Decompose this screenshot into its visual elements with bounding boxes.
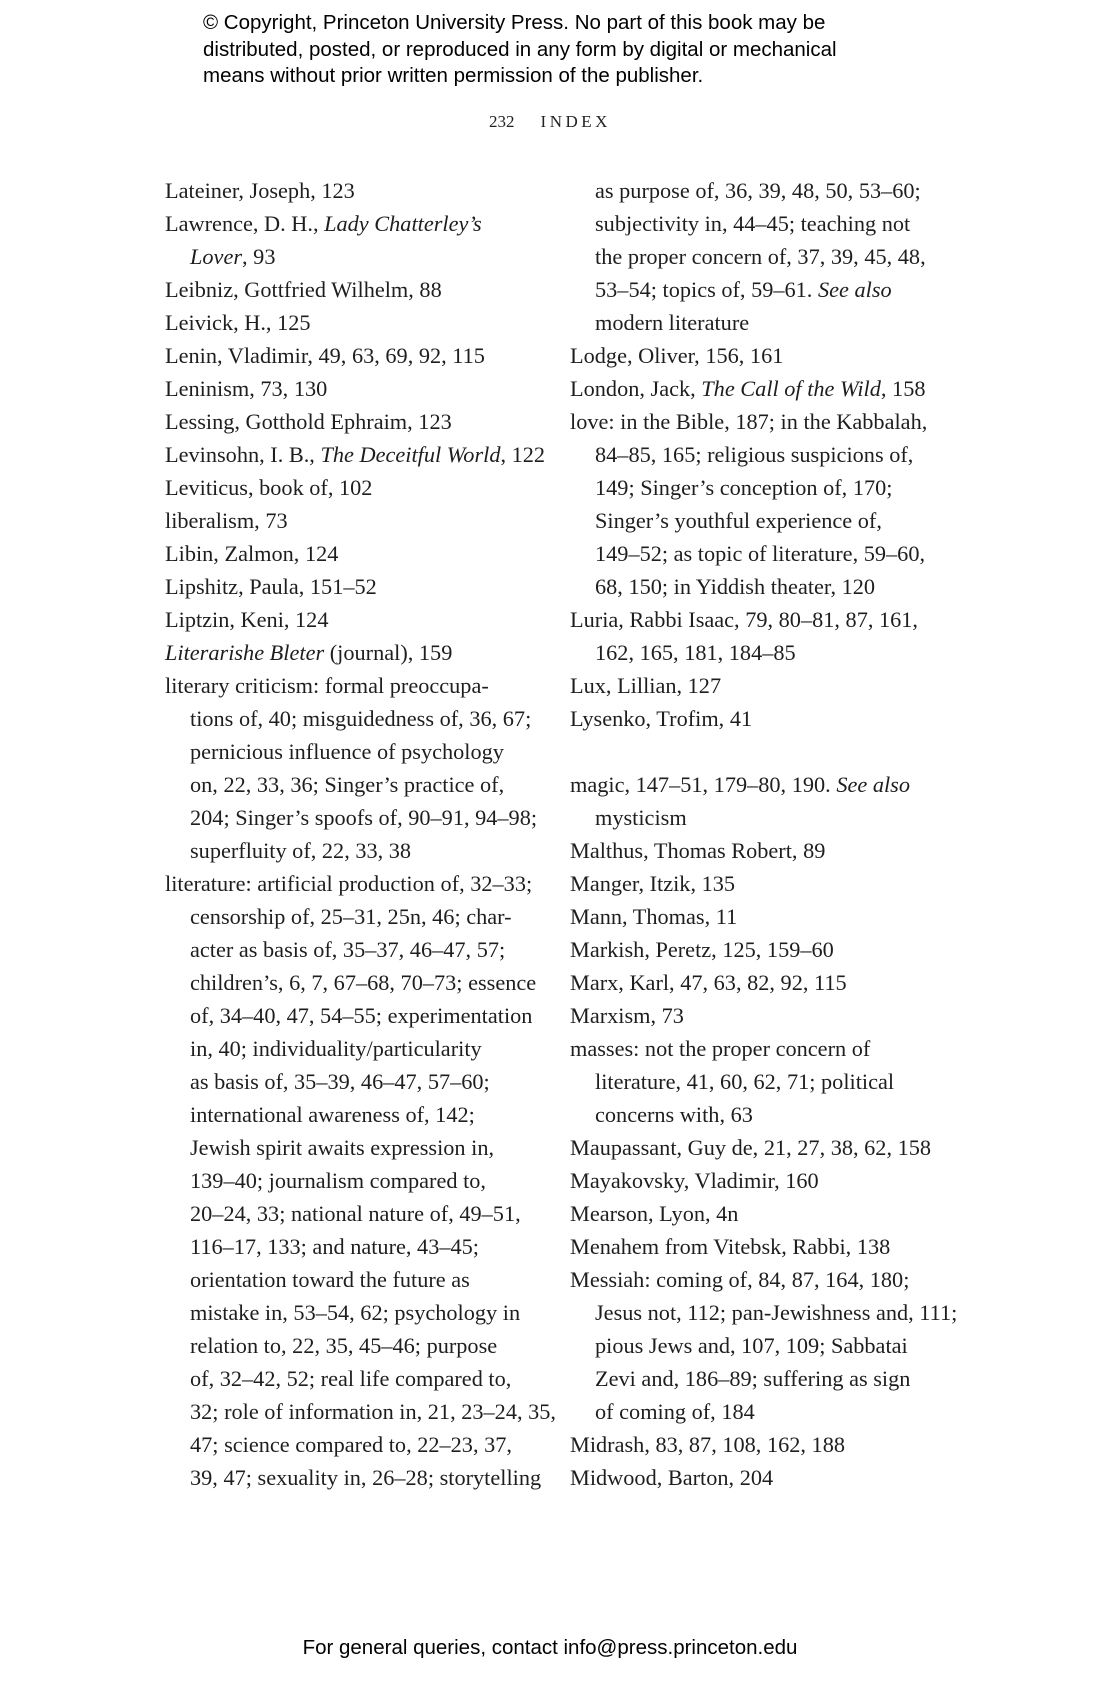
entry-text: love: in the Bible, 187; in the Kabbalah,	[570, 409, 928, 434]
entry-text: relation to, 22, 35, 45–46; purpose	[190, 1333, 498, 1358]
index-entry	[570, 1428, 957, 1461]
entry-continuation-line	[165, 1395, 556, 1428]
index-entry	[165, 372, 556, 405]
index-entry	[570, 966, 957, 999]
entry-heading-line	[570, 1230, 957, 1263]
index-entry	[165, 537, 556, 570]
entry-continuation-line	[165, 1461, 556, 1494]
index-entry	[570, 372, 957, 405]
footer-contact: For general queries, contact info@press.princeton.edu	[302, 1636, 798, 1659]
entry-text: Libin, Zalmon, 124	[165, 541, 339, 566]
entry-text: Midwood, Barton, 204	[570, 1465, 774, 1490]
entry-continuation-line	[570, 570, 957, 603]
entry-continuation-line	[570, 240, 957, 273]
entry-continuation-line	[165, 1362, 556, 1395]
entry-text: of, 32–42, 52; real life compared to,	[190, 1366, 512, 1391]
entry-continuation-line	[570, 1362, 957, 1395]
entry-text: , 93	[242, 244, 276, 269]
entry-heading-line	[570, 933, 957, 966]
italic-title-text: The Call of the Wild	[701, 376, 881, 401]
entry-text: on, 22, 33, 36; Singer’s practice of,	[190, 772, 505, 797]
index-entry	[165, 636, 556, 669]
entry-continuation-line	[165, 966, 556, 999]
index-entry	[165, 339, 556, 372]
entry-text: as basis of, 35–39, 46–47, 57–60;	[190, 1069, 490, 1094]
italic-title-text: Literarishe Bleter	[165, 640, 325, 665]
index-entry	[570, 768, 957, 834]
index-entry	[165, 174, 556, 207]
entry-continuation-line	[165, 1065, 556, 1098]
index-entry	[570, 339, 957, 372]
index-entry	[570, 669, 957, 702]
index-entry	[570, 900, 957, 933]
index-entry	[165, 207, 556, 273]
entry-text: Mearson, Lyon, 4n	[570, 1201, 739, 1226]
entry-text: in, 40; individuality/particularity	[190, 1036, 482, 1061]
entry-continuation-line	[165, 1032, 556, 1065]
entry-continuation-line	[165, 735, 556, 768]
entry-text: 47; science compared to, 22–23, 37,	[190, 1432, 512, 1457]
entry-text: Lessing, Gotthold Ephraim, 123	[165, 409, 452, 434]
entry-continuation-line	[570, 636, 957, 669]
section-title: INDEX	[540, 112, 611, 131]
entry-heading-line	[165, 603, 556, 636]
entry-heading-line	[165, 636, 556, 669]
entry-heading-line	[165, 273, 556, 306]
entry-continuation-line	[165, 834, 556, 867]
entry-heading-line	[165, 372, 556, 405]
entry-text: of, 34–40, 47, 54–55; experimentation	[190, 1003, 533, 1028]
entry-text: the proper concern of, 37, 39, 45, 48,	[595, 244, 926, 269]
index-column-right	[570, 174, 957, 1494]
index-entry	[570, 702, 957, 735]
entry-continuation-line	[165, 1263, 556, 1296]
entry-heading-line	[165, 471, 556, 504]
entry-text: Maupassant, Guy de, 21, 27, 38, 62, 158	[570, 1135, 932, 1160]
page-number: 232	[489, 112, 515, 131]
entry-text: Leibniz, Gottfried Wilhelm, 88	[165, 277, 442, 302]
entry-text: magic, 147–51, 179–80, 190.	[570, 772, 837, 797]
entry-text: Levinsohn, I. B.,	[165, 442, 321, 467]
entry-text: Liptzin, Keni, 124	[165, 607, 329, 632]
italic-title-text: See also	[817, 277, 892, 302]
entry-text: Leivick, H., 125	[165, 310, 311, 335]
entry-continuation-line	[165, 801, 556, 834]
entry-continuation-line	[165, 1131, 556, 1164]
entry-text: subjectivity in, 44–45; teaching not	[595, 211, 911, 236]
entry-text: international awareness of, 142;	[190, 1102, 475, 1127]
entry-text: 32; role of information in, 21, 23–24, 35,	[190, 1399, 556, 1424]
entry-text: pious Jews and, 107, 109; Sabbatai	[595, 1333, 908, 1358]
entry-text: Mayakovsky, Vladimir, 160	[570, 1168, 819, 1193]
entry-text: as purpose of, 36, 39, 48, 50, 53–60;	[595, 178, 921, 203]
entry-text: London, Jack,	[570, 376, 702, 401]
entry-continuation-line	[570, 1065, 957, 1098]
entry-text: Malthus, Thomas Robert, 89	[570, 838, 826, 863]
entry-text: pernicious influence of psychology	[190, 739, 504, 764]
entry-heading-line	[165, 537, 556, 570]
entry-continuation-line	[570, 801, 957, 834]
entry-continuation-line	[165, 1428, 556, 1461]
entry-text: of coming of, 184	[595, 1399, 755, 1424]
entry-continuation-line	[570, 1098, 957, 1131]
entry-heading-line	[165, 174, 556, 207]
entry-continuation-line	[165, 1296, 556, 1329]
entry-text: orientation toward the future as	[190, 1267, 470, 1292]
entry-continuation-line	[570, 1296, 957, 1329]
entry-continuation-line	[165, 933, 556, 966]
index-entry	[165, 471, 556, 504]
italic-title-text: See also	[836, 772, 910, 797]
entry-text: 204; Singer’s spoofs of, 90–91, 94–98;	[190, 805, 538, 830]
entry-text: (journal), 159	[324, 640, 453, 665]
index-entry	[570, 1230, 957, 1263]
entry-text: Leviticus, book of, 102	[165, 475, 373, 500]
index-entry	[165, 669, 556, 867]
entry-text: , 122	[500, 442, 546, 467]
entry-text: 84–85, 165; religious suspicions of,	[595, 442, 914, 467]
index-entry	[570, 834, 957, 867]
entry-continuation-line	[570, 273, 957, 306]
entry-text: Lawrence, D. H.,	[165, 211, 325, 236]
entry-heading-line	[165, 867, 556, 900]
index-entry	[165, 504, 556, 537]
entry-text: 116–17, 133; and nature, 43–45;	[190, 1234, 479, 1259]
entry-text: Marxism, 73	[570, 1003, 684, 1028]
index-entry	[165, 570, 556, 603]
entry-text: Singer’s youthful experience of,	[595, 508, 882, 533]
entry-text: Lux, Lillian, 127	[570, 673, 722, 698]
blank-line	[570, 735, 957, 768]
entry-text: 53–54; topics of, 59–61.	[595, 277, 818, 302]
entry-text: Marx, Karl, 47, 63, 82, 92, 115	[570, 970, 847, 995]
entry-text: acter as basis of, 35–37, 46–47, 57;	[190, 937, 506, 962]
entry-continuation-line	[165, 702, 556, 735]
italic-title-text: Lover	[190, 244, 243, 269]
entry-text: concerns with, 63	[595, 1102, 753, 1127]
entry-continuation-line	[165, 1164, 556, 1197]
entry-heading-line	[570, 1164, 957, 1197]
entry-text: mistake in, 53–54, 62; psychology in	[190, 1300, 521, 1325]
index-entry	[165, 273, 556, 306]
entry-text: Lysenko, Trofim, 41	[570, 706, 753, 731]
index-entry	[570, 1131, 957, 1164]
entry-text: Menahem from Vitebsk, Rabbi, 138	[570, 1234, 891, 1259]
entry-heading-line	[570, 834, 957, 867]
entry-text: Lenin, Vladimir, 49, 63, 69, 92, 115	[165, 343, 485, 368]
entry-heading-line	[165, 570, 556, 603]
entry-continuation-line	[570, 471, 957, 504]
copyright-line: distributed, posted, or reproduced in any form by digital or mechanical	[203, 37, 837, 61]
entry-text: Leninism, 73, 130	[165, 376, 328, 401]
index-column-left	[165, 174, 556, 1494]
index-entry	[165, 306, 556, 339]
index-entry	[570, 1164, 957, 1197]
entry-heading-line	[570, 372, 957, 405]
entry-continuation-line	[165, 1329, 556, 1362]
entry-heading-line	[570, 1197, 957, 1230]
entry-continuation-line	[165, 1098, 556, 1131]
italic-title-text: The Deceitful World	[320, 442, 501, 467]
entry-text: literature: artificial production of, 32–33;	[165, 871, 533, 896]
entry-continuation-line	[165, 240, 556, 273]
entry-text: 68, 150; in Yiddish theater, 120	[595, 574, 876, 599]
entry-heading-line	[165, 405, 556, 438]
entry-heading-line	[165, 669, 556, 702]
entry-text: Manger, Itzik, 135	[570, 871, 736, 896]
index-entry	[570, 1461, 957, 1494]
entry-text: Zevi and, 186–89; suffering as sign	[595, 1366, 911, 1391]
copyright-line: means without prior written permission of the publisher.	[203, 64, 704, 87]
entry-text: modern literature	[595, 310, 750, 335]
entry-continuation-line	[570, 438, 957, 471]
entry-continuation-line	[570, 1395, 957, 1428]
entry-text: censorship of, 25–31, 25n, 46; char-	[190, 904, 512, 929]
entry-continuation-line	[165, 1197, 556, 1230]
entry-continuation-line	[570, 537, 957, 570]
entry-continuation-line	[165, 900, 556, 933]
entry-heading-line	[570, 1461, 957, 1494]
entry-continuation-line	[570, 1329, 957, 1362]
running-head	[0, 112, 1100, 132]
entry-continuation-line	[165, 768, 556, 801]
entry-text: Lateiner, Joseph, 123	[165, 178, 355, 203]
index-entry	[570, 405, 957, 603]
index-entry	[570, 603, 957, 669]
entry-text: Lipshitz, Paula, 151–52	[165, 574, 377, 599]
entry-text: Messiah: coming of, 84, 87, 164, 180;	[570, 1267, 910, 1292]
entry-heading-line	[165, 306, 556, 339]
entry-text: Midrash, 83, 87, 108, 162, 188	[570, 1432, 845, 1457]
entry-text: 149; Singer’s conception of, 170;	[595, 475, 893, 500]
entry-continuation-line	[165, 1230, 556, 1263]
entry-heading-line	[570, 405, 957, 438]
copyright-line: © Copyright, Princeton University Press. No part of this book may be	[203, 11, 826, 34]
entry-heading-line	[570, 669, 957, 702]
entry-heading-line	[570, 1263, 957, 1296]
entry-text: Markish, Peretz, 125, 159–60	[570, 937, 834, 962]
entry-heading-line	[570, 900, 957, 933]
entry-continuation-line	[570, 306, 957, 339]
entry-heading-line	[570, 1428, 957, 1461]
entry-continuation-line	[570, 207, 957, 240]
letter-break	[570, 735, 957, 768]
entry-continuation-line	[570, 504, 957, 537]
entry-text: , 158	[880, 376, 926, 401]
entry-heading-line	[570, 702, 957, 735]
entry-text: 20–24, 33; national nature of, 49–51,	[190, 1201, 521, 1226]
entry-text: 139–40; journalism compared to,	[190, 1168, 486, 1193]
entry-text: Jewish spirit awaits expression in,	[190, 1135, 495, 1160]
entry-text: literature, 41, 60, 62, 71; political	[595, 1069, 895, 1094]
index-entry	[165, 438, 556, 471]
index-entry	[570, 1263, 957, 1428]
index-entry	[570, 174, 957, 339]
index-entry	[165, 405, 556, 438]
entry-heading-line	[570, 603, 957, 636]
index-entry	[165, 867, 556, 1494]
copyright-notice	[203, 10, 837, 90]
entry-heading-line	[570, 768, 957, 801]
entry-text: mysticism	[595, 805, 687, 830]
entry-heading-line	[165, 207, 556, 240]
entry-heading-line	[165, 504, 556, 537]
entry-text: children’s, 6, 7, 67–68, 70–73; essence	[190, 970, 537, 995]
entry-heading-line	[570, 1131, 957, 1164]
index-entry	[570, 1032, 957, 1131]
entry-continuation-line	[165, 999, 556, 1032]
entry-text: Jesus not, 112; pan-Jewishness and, 111;	[595, 1300, 958, 1325]
index-entry	[570, 1197, 957, 1230]
entry-heading-line	[570, 999, 957, 1032]
index-entry	[165, 603, 556, 636]
entry-text: Luria, Rabbi Isaac, 79, 80–81, 87, 161,	[570, 607, 919, 632]
entry-text: liberalism, 73	[165, 508, 288, 533]
italic-title-text: Lady Chatterley’s	[324, 211, 482, 236]
entry-text: 39, 47; sexuality in, 26–28; storytelling	[190, 1465, 542, 1490]
index-entry	[570, 867, 957, 900]
entry-heading-line	[165, 438, 556, 471]
entry-text: masses: not the proper concern of	[570, 1036, 871, 1061]
entry-text: 162, 165, 181, 184–85	[595, 640, 796, 665]
entry-continuation-line	[570, 174, 957, 207]
entry-text: superfluity of, 22, 33, 38	[190, 838, 412, 863]
entry-heading-line	[570, 966, 957, 999]
entry-text: literary criticism: formal preoccupa-	[165, 673, 489, 698]
entry-text: Mann, Thomas, 11	[570, 904, 738, 929]
index-entry	[570, 999, 957, 1032]
index-entry	[570, 933, 957, 966]
entry-heading-line	[165, 339, 556, 372]
entry-text: Lodge, Oliver, 156, 161	[570, 343, 784, 368]
entry-heading-line	[570, 339, 957, 372]
entry-text: tions of, 40; misguidedness of, 36, 67;	[190, 706, 532, 731]
entry-heading-line	[570, 867, 957, 900]
entry-heading-line	[570, 1032, 957, 1065]
entry-text: 149–52; as topic of literature, 59–60,	[595, 541, 926, 566]
